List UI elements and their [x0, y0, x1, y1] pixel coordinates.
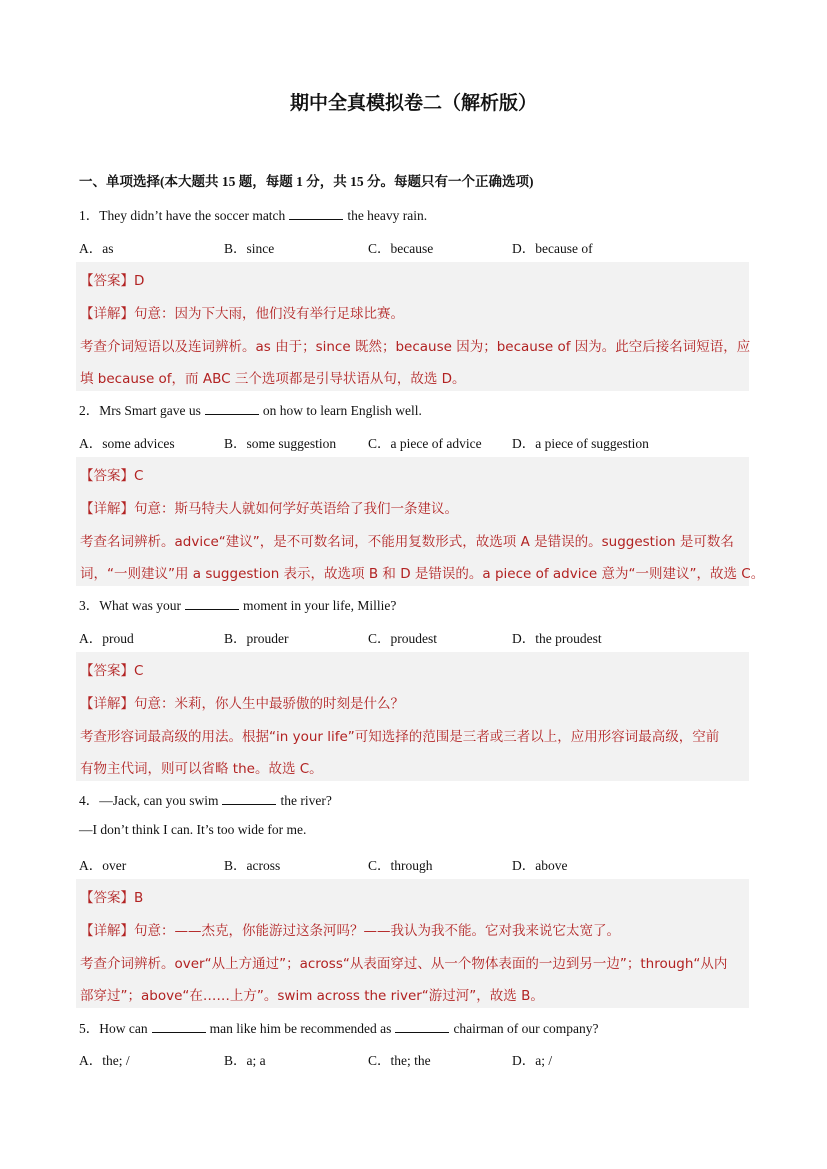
- option-d: D．the proudest: [512, 631, 602, 646]
- question-1-stem: 1．They didn’t have the soccer match the heavy rain.: [79, 208, 428, 223]
- analysis-line: 词，“一则建议”用 a suggestion 表示，故选项 B 和 D 是错误的。a piece of advice 意为“一则建议”，故选 C。: [80, 566, 765, 582]
- option-d: D．because of: [512, 241, 593, 256]
- question-4-stem: 4．—Jack, can you swim the river?: [79, 793, 332, 808]
- answer-blank: [222, 792, 276, 805]
- option-b: B．prouder: [224, 631, 289, 646]
- analysis-line: 填 because of，而 ABC 三个选项都是引导状语从句，故选 D。: [80, 371, 466, 387]
- answer-blank: [185, 597, 239, 610]
- detail-line: 【详解】句意：因为下大雨，他们没有举行足球比赛。: [80, 306, 404, 322]
- option-a: A．the; /: [79, 1053, 130, 1068]
- answer-blank: [205, 402, 259, 415]
- option-d: D．a; /: [512, 1053, 553, 1068]
- answer-blank: [152, 1020, 206, 1033]
- question-4-explanation: [76, 879, 749, 1008]
- question-5-stem: 5．How can man like him be recommended as chairman of our company?: [79, 1021, 599, 1036]
- option-a: A．over: [79, 858, 127, 873]
- detail-line: 【详解】句意：斯马特夫人就如何学好英语给了我们一条建议。: [80, 501, 458, 517]
- option-a: A．some advices: [79, 436, 175, 451]
- page-title: 期中全真模拟卷二（解析版）: [289, 92, 537, 114]
- analysis-line: 考查形容词最高级的用法。根据“in your life”可知选择的范围是三者或三者以上，应用形容词最高级，空前: [80, 729, 720, 745]
- question-1-explanation: [76, 262, 749, 391]
- option-c: C．through: [368, 858, 433, 873]
- answer-label: 【答案】D: [80, 273, 145, 289]
- answer-blank: [289, 207, 343, 220]
- option-b: B．some suggestion: [224, 436, 337, 451]
- detail-line: 【详解】句意：——杰克，你能游过这条河吗？——我认为我不能。它对我来说它太宽了。: [80, 923, 620, 939]
- option-a: A．proud: [79, 631, 134, 646]
- detail-line: 【详解】句意：米莉，你人生中最骄傲的时刻是什么？: [80, 696, 404, 712]
- option-d: D．a piece of suggestion: [512, 436, 649, 451]
- analysis-line: 考查介词辨析。over“从上方通过”；across“从表面穿过、从一个物体表面的一边到另一边”；through“从内: [80, 956, 728, 972]
- analysis-line: 有物主代词，则可以省略 the。故选 C。: [80, 761, 323, 777]
- answer-blank: [395, 1020, 449, 1033]
- question-4-reply: —I don’t think I can. It’s too wide for me.: [79, 822, 307, 837]
- question-3-stem: 3．What was your moment in your life, Millie?: [79, 598, 397, 613]
- analysis-line: 部穿过”；above“在……上方”。swim across the river“游过河”，故选 B。: [80, 988, 544, 1004]
- option-a: A．as: [79, 241, 114, 256]
- question-2-explanation: [76, 457, 765, 586]
- option-b: B．a; a: [224, 1053, 266, 1068]
- analysis-line: 考查名词辨析。advice“建议”，是不可数名词，不能用复数形式，故选项 A 是错误的。suggestion 是可数名: [80, 534, 734, 550]
- section-heading: 一、单项选择(本大题共 15 题，每题 1 分，共 15 分。每题只有一个正确选项): [79, 174, 534, 189]
- answer-label: 【答案】C: [80, 468, 144, 484]
- option-b: B．since: [224, 241, 275, 256]
- answer-label: 【答案】C: [80, 663, 144, 679]
- option-b: B．across: [224, 858, 281, 873]
- analysis-line: 考查介词短语以及连词辨析。as 由于；since 既然；because 因为；because of 因为。此空后接名词短语，应: [80, 339, 751, 355]
- question-2-stem: 2．Mrs Smart gave us on how to learn English well.: [79, 403, 422, 418]
- option-c: C．the; the: [368, 1053, 431, 1068]
- option-d: D．above: [512, 858, 568, 873]
- question-3-explanation: [76, 652, 749, 781]
- option-c: C．proudest: [368, 631, 437, 646]
- option-c: C．a piece of advice: [368, 436, 482, 451]
- answer-label: 【答案】B: [80, 890, 144, 906]
- option-c: C．because: [368, 241, 434, 256]
